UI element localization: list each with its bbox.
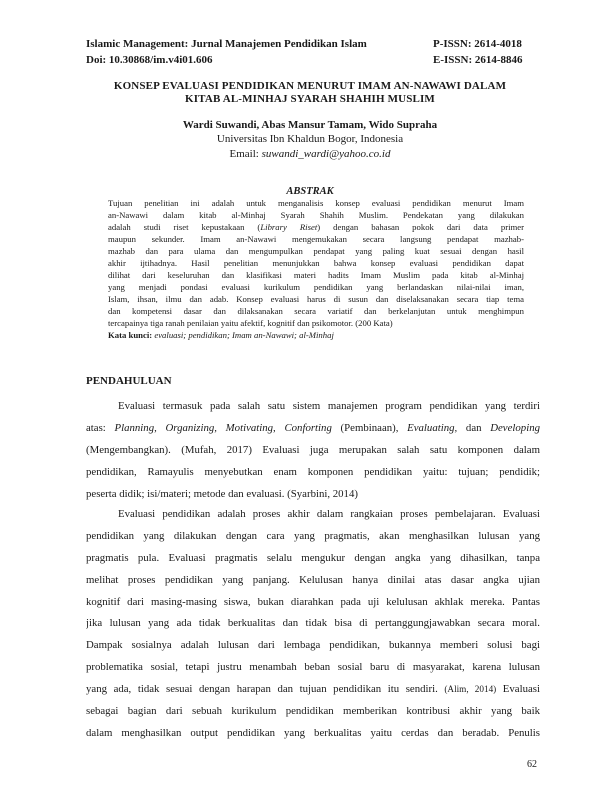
paragraph-line: (Mengembangkan). (Mufah, 2017) Evaluasi juga merupakan salah satu komponen dalam [86, 443, 540, 456]
paragraph-line: pendidikan yang dilakukan dengan cara yang pragmatis, akan menghasilkan lulusan yang [86, 529, 540, 542]
paragraph-line: melihat proses pendidikan yang panjang. Kelulusan hanya dinilai atas dasar angka ujian [86, 573, 540, 586]
paragraph-line: yang ada, tidak sesuai dengan harapan dan tujuan pendidikan itu sendiri. (Alim, 2014) Evaluasi [86, 683, 540, 696]
abstract-line: Tujuan penelitian ini adalah untuk menganalisis konsep evaluasi pendidikan menurut Imam [108, 198, 524, 208]
paragraph-line: Evaluasi termasuk pada salah satu sistem manajemen program pendidikan yang terdiri [118, 400, 540, 412]
abstract-line: maupun sekunder. Imam an-Nawawi mengemukakan secara langsung pendapat mazhab- [108, 234, 524, 244]
email-label: Email: [229, 148, 262, 160]
email-line [80, 146, 540, 162]
email-address: suwandi_wardi@yahoo.co.id [261, 148, 391, 160]
paragraph-line: problematika sosial, tetapi justru menambah beban sosial baru di masyarakat, karena lulusan [86, 661, 540, 674]
abstract-text [108, 197, 524, 341]
abstract-line: dilihat dari keseluruhan dan klasifikasi materi hadits Imam Muslim pada kitab al-Minhaj [108, 270, 524, 280]
doi: Doi: 10.30868/im.v4i01.606 [86, 54, 213, 66]
abstract-line: mazhab dan para ulama dan mengumpulkan pendapat yang paling kuat sesuai dengan hasil [108, 246, 524, 256]
section-heading: PENDAHULUAN [86, 375, 172, 387]
paragraph-line: jika lulusan yang ada tidak berkualitas dan tidak bisa di pertanggungjawabkan secara moral. [86, 617, 540, 630]
paragraph-line: pragmatis pula. Evaluasi pragmatis selalu mengukur dengan angka yang dihasilkan, tanpa [86, 551, 540, 564]
keywords-label: Kata kunci: [108, 330, 155, 340]
page-number: 62 [527, 759, 537, 770]
paper-title-line-1: KONSEP EVALUASI PENDIDIKAN MENURUT IMAM AN-NAWAWI DALAM [113, 80, 507, 92]
abstract-line: tercapainya tiga ranah penilaian yaitu afektif, kognitif dan psikomotor. (200 Kata) [108, 318, 393, 328]
journal-name: Islamic Management: Jurnal Manajemen Pendidikan Islam [86, 38, 367, 50]
paragraph-line: atas: Planning, Organizing, Motivating, Conforting (Pembinaan), Evaluating, dan Developing [86, 421, 540, 434]
abstract-line: adalah studi riset kepustakaan (Library Riset) dengan bahasan pokok dari data primer [108, 222, 524, 232]
paper-title-line-2: KITAB AL-MINHAJ SYARAH SHAHIH MUSLIM [185, 93, 435, 105]
paragraph-line: Dampak sosialnya adalah lulusan dari lembaga pendidikan, bukannya memberi solusi bagi [86, 639, 540, 652]
paragraph-1 [86, 396, 540, 505]
electronic-issn: E-ISSN: 2614-8846 [433, 54, 523, 66]
print-issn: P-ISSN: 2614-4018 [433, 38, 522, 50]
abstract-line: yang menjadi pondasi evaluasi kurikulum pendidikan yang berlandaskan nilai-nilai iman, [108, 282, 524, 292]
keywords: evaluasi; pendidikan; Imam an-Nawawi; al-Minhaj [154, 330, 334, 340]
abstract-line: Islam, ihsan, ilmu dan adab. Konsep evaluasi harus di susun dan diselaksanakan secara tiap tema [108, 294, 524, 304]
paragraph-line: pendidikan, Ramayulis menyebutkan enam komponen pendidikan yaitu: tujuan; pendidik; [86, 465, 540, 478]
paragraph-line: Evaluasi pendidikan adalah proses akhir dalam rangkaian proses pembelajaran. Evaluasi [118, 508, 540, 520]
paragraph-line: dalam menghasilkan output pendidikan yang berkualitas yaitu cerdas dan beradab. Penulis [86, 726, 540, 739]
paragraph-line: kognitif dari masing-masing siswa, bukan diarahkan pada uji kelulusan akhlak mereka. Pantas [86, 595, 540, 608]
citation: (Alim, 2014) [444, 684, 497, 695]
affiliation: Universitas Ibn Khaldun Bogor, Indonesia [216, 133, 404, 145]
paragraph-line: sebagai bagian dari sebuah kurikulum pendidikan memberikan kontribusi akhir yang baik [86, 705, 540, 718]
paragraph-2 [86, 504, 540, 745]
abstract-line: dan kompetensi dasar dan dilaksanakan secara variatif dan berkelanjutan untuk menghimpun [108, 306, 524, 316]
authors: Wardi Suwandi, Abas Mansur Tamam, Wido Supraha [182, 119, 438, 131]
keywords-line [108, 329, 524, 341]
abstract-line: an-Nawawi dalam kitab al-Minhaj Syarah Shahih Muslim. Pendekatan yang dilakukan [108, 210, 524, 220]
abstract-line: akhir ijtihadnya. Hasil penelitian menunjukkan bahwa konsep evaluasi pendidikan dapat [108, 258, 524, 268]
paragraph-line: peserta didik; isi/materi; metode dan evaluasi. (Syarbini, 2014) [86, 487, 358, 500]
abstract-heading: ABSTRAK [286, 186, 334, 197]
